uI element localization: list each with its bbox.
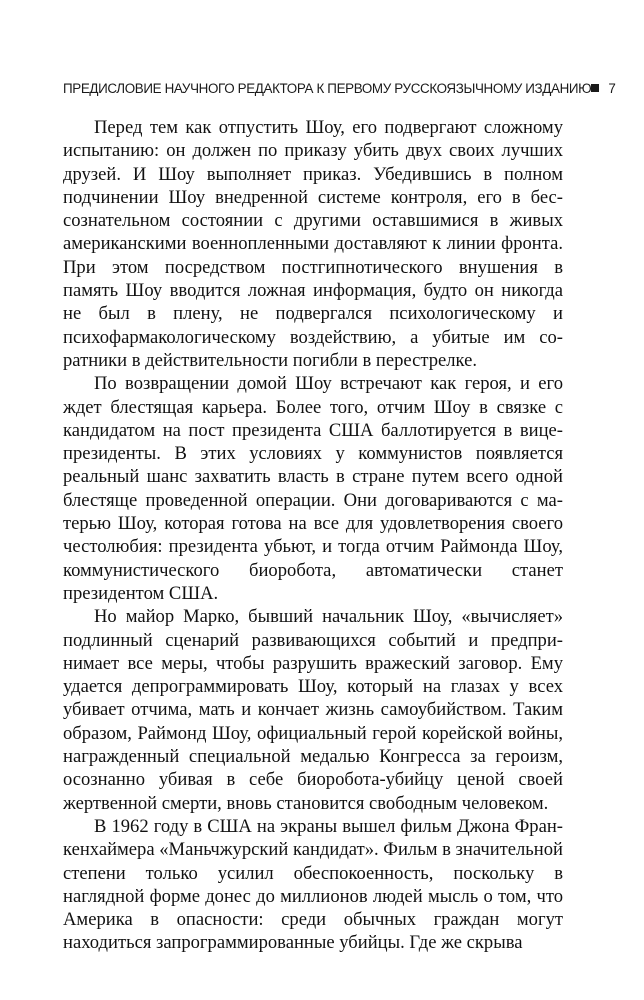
paragraph: По возвращении домой Шоу встречают как героя, и его ждет блестящая карьера. Более того, отчим Шоу в связке с кандидатом на пост президента США баллотируется в вице-президенты. В этих условиях у коммунистов появляется реальный шанс захватить власть в стране путем всего одной блестяще проведенной операции. Они договариваются с матерью Шоу, которая готова на все для удовлетворения своего честолюбия: президента убьют, и тогда отчим Раймонда Шоу, коммунистического биоробота, автоматически станет президентом США.: [63, 373, 563, 604]
page-number: 7: [608, 80, 616, 96]
running-head-right: [591, 81, 615, 96]
paragraph: В 1962 году в США на экраны вышел фильм Джона Франкенхаймера «Маньчжурский кандидат». Фильм в значительной степени только усилил обеспокоенность, поскольку в наглядной форме донес до миллионов людей мысль о том, что Америка в опасности: среди обычных граждан могут находиться запрограммированные убийцы. Где же скрыва: [63, 815, 563, 954]
paragraph: Но майор Марко, бывший начальник Шоу, «вычисляет» подлинный сценарий развивающихся событий и предпринимает все меры, чтобы разрушить вражеский заговор. Ему удается депрограммировать Шоу, который на глазах у всех убивает отчима, мать и кончает жизнь самоубийством. Таким образом, Раймонд Шоу, официальный герой корейской войны, награжденный специальной медалью Конгресса за героизм, осознанно убивая в себе биоробота-убийцу ценой своей жертвенной смерти, вновь становится свободным человеком.: [63, 606, 563, 814]
running-head: [63, 80, 616, 96]
running-head-title: ПРЕДИСЛОВИЕ НАУЧНОГО РЕДАКТОРА К ПЕРВОМУ РУССКОЯЗЫЧНОМУ ИЗДАНИЮ: [63, 80, 592, 96]
black-square-icon: [591, 84, 599, 92]
body-text: [63, 116, 563, 955]
paragraph: Перед тем как отпустить Шоу, его подвергают сложному испытанию: он должен по приказу убить двух своих лучших друзей. И Шоу выполняет приказ. Убедившись в полном подчинении Шоу внедренной системе контроля, его в бессознательном состоянии с другими оставшимися в живых американскими военнопленными доставляют к линии фронта. При этом посредством постгипнотического внушения в память Шоу вводится ложная информация, будто он никогда не был в плену, не подвергался психологическому и психофармакологическому воздействию, а убитые им соратники в действительности погибли в перестрелке.: [63, 117, 563, 371]
